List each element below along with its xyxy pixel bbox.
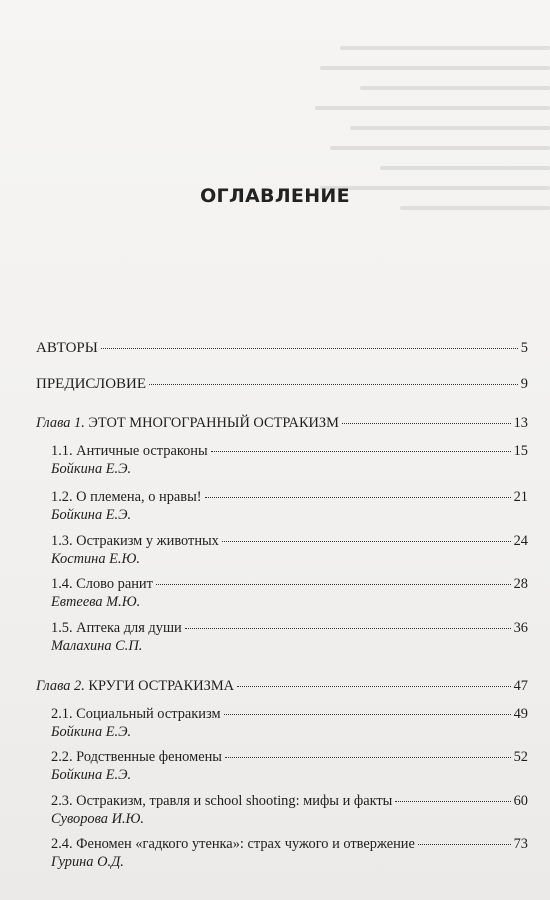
chapter-title: КРУГИ ОСТРАКИЗМА bbox=[88, 678, 235, 694]
section-author: Бойкина Е.Э. bbox=[51, 461, 132, 477]
toc-page-number: 5 bbox=[520, 340, 528, 356]
toc-page-number: 13 bbox=[513, 415, 528, 431]
toc-page-number: 28 bbox=[513, 576, 528, 592]
section-title: 1.1. Античные остраконы bbox=[51, 443, 208, 459]
toc-section[interactable] bbox=[51, 835, 528, 853]
toc-page-number: 49 bbox=[513, 706, 528, 722]
dot-leader bbox=[185, 628, 511, 629]
dot-leader bbox=[395, 801, 510, 802]
page-title: ОГЛАВЛЕНИЕ bbox=[200, 185, 350, 207]
chapter-prefix: Глава 2. bbox=[36, 678, 85, 694]
toc-page-number: 47 bbox=[513, 678, 528, 694]
section-author: Малахина С.П. bbox=[51, 638, 143, 654]
toc-chapter-1[interactable] bbox=[36, 414, 528, 432]
dot-leader bbox=[149, 384, 518, 385]
dot-leader bbox=[205, 497, 511, 498]
section-title: 1.3. Остракизм у животных bbox=[51, 533, 219, 549]
toc-page-number: 9 bbox=[520, 376, 528, 392]
show-through-text bbox=[300, 30, 550, 290]
section-author: Бойкина Е.Э. bbox=[51, 724, 132, 740]
section-title: 1.4. Слово ранит bbox=[51, 576, 153, 592]
dot-leader bbox=[418, 844, 511, 845]
section-title: 2.4. Феномен «гадкого утенка»: страх чужого и отвержение bbox=[51, 836, 415, 852]
toc-entry-predislovie[interactable] bbox=[36, 375, 528, 393]
toc-section[interactable] bbox=[51, 488, 528, 506]
section-author: Суворова И.Ю. bbox=[51, 811, 145, 827]
section-title: 1.2. О племена, о нравы! bbox=[51, 489, 202, 505]
dot-leader bbox=[237, 686, 511, 687]
dot-leader bbox=[342, 423, 511, 424]
section-title: 2.1. Социальный остракизм bbox=[51, 706, 221, 722]
toc-entry-avtory[interactable] bbox=[36, 339, 528, 357]
section-author: Бойкина Е.Э. bbox=[51, 507, 132, 523]
section-author: Бойкина Е.Э. bbox=[51, 767, 132, 783]
section-title: 1.5. Аптека для души bbox=[51, 620, 182, 636]
dot-leader bbox=[224, 714, 511, 715]
toc-section[interactable] bbox=[51, 792, 528, 810]
dot-leader bbox=[211, 451, 511, 452]
toc-entry-label: АВТОРЫ bbox=[36, 340, 98, 356]
chapter-title: ЭТОТ МНОГОГРАННЫЙ ОСТРАКИЗМ bbox=[88, 415, 339, 431]
toc-entry-label: ПРЕДИСЛОВИЕ bbox=[36, 376, 147, 392]
toc-page-number: 73 bbox=[513, 836, 528, 852]
section-author: Костина Е.Ю. bbox=[51, 551, 140, 567]
toc-page-number: 36 bbox=[513, 620, 528, 636]
section-title: 2.3. Остракизм, травля и school shooting: мифы и факты bbox=[51, 793, 393, 809]
section-author: Гурина О.Д. bbox=[51, 854, 124, 870]
toc-page-number: 52 bbox=[513, 749, 528, 765]
toc-section[interactable] bbox=[51, 532, 528, 550]
toc-page-number: 24 bbox=[513, 533, 528, 549]
toc-section[interactable] bbox=[51, 748, 528, 766]
toc-section[interactable] bbox=[51, 442, 528, 460]
toc-page-number: 15 bbox=[513, 443, 528, 459]
dot-leader bbox=[156, 584, 511, 585]
toc-section[interactable] bbox=[51, 705, 528, 723]
dot-leader bbox=[101, 348, 518, 349]
toc-chapter-2[interactable] bbox=[36, 677, 528, 695]
section-author: Евтеева М.Ю. bbox=[51, 594, 141, 610]
dot-leader bbox=[225, 757, 511, 758]
chapter-prefix: Глава 1. bbox=[36, 415, 85, 431]
toc-page-number: 60 bbox=[513, 793, 528, 809]
dot-leader bbox=[222, 541, 511, 542]
toc-section[interactable] bbox=[51, 619, 528, 637]
toc-page-number: 21 bbox=[513, 489, 528, 505]
section-title: 2.2. Родственные феномены bbox=[51, 749, 222, 765]
toc-section[interactable] bbox=[51, 575, 528, 593]
